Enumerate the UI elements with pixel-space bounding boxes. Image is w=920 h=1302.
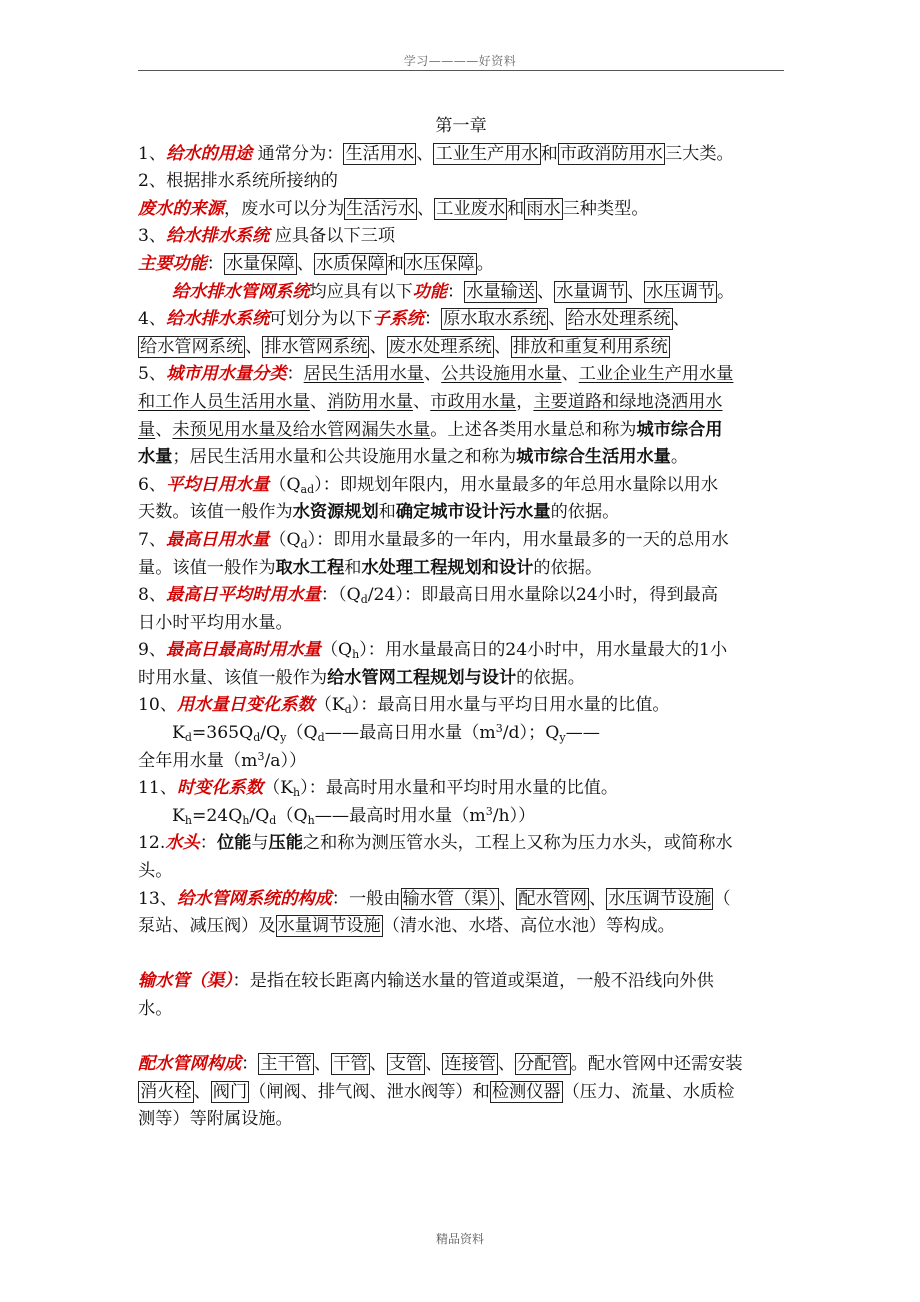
key-term: 给水排水管网系统 — [172, 281, 310, 302]
subscript: h — [293, 786, 301, 800]
text: ： — [206, 253, 224, 274]
key-term: 给水排水系统 — [166, 226, 270, 247]
underlined-term: 量 — [138, 419, 156, 440]
text: 三大类。 — [664, 143, 734, 164]
text: 的依据。 — [533, 557, 603, 578]
text: 的依据。 — [516, 667, 585, 688]
key-term: 水头 — [165, 833, 200, 854]
text: 、 — [155, 419, 173, 440]
boxed-term: 连接管 — [444, 1054, 496, 1075]
text: 泵站、减压阀）及 — [138, 916, 276, 937]
text: 通常分为： — [252, 143, 344, 164]
item-4-line-1 — [138, 306, 784, 334]
superscript: 3 — [257, 749, 265, 763]
formula-text: /d）；Q — [502, 723, 560, 744]
text: ）：用水量最高日的24小时中，用水量最大的1小 — [359, 640, 728, 661]
item-2-line-2 — [138, 196, 784, 224]
formula-text: /h）） — [492, 805, 536, 826]
key-term: 时变化系数 — [177, 778, 264, 799]
text: （K — [314, 695, 345, 716]
item-number: 13、 — [138, 888, 178, 909]
text: ： — [447, 281, 465, 302]
text: 、 — [416, 143, 434, 164]
boxed-term: 水量调节 — [556, 281, 625, 302]
key-term: 最高日用水量 — [166, 529, 270, 550]
text: 和 — [378, 502, 396, 523]
item-8-line-2: 日小时平均用水量。 — [138, 612, 293, 633]
item-number: 11、 — [138, 778, 178, 799]
item-7-line-1 — [138, 527, 784, 555]
text: （Q — [320, 640, 353, 661]
item-7-line-2 — [138, 555, 784, 583]
subscript: h — [307, 813, 315, 827]
text: ： — [423, 309, 442, 330]
underlined-term: 工业企业生产用水量 — [578, 364, 734, 385]
text: ：是指在较长距离内输送水量的管道或渠道，一般不沿线向外供 — [232, 971, 714, 992]
bold-term: 水资源规划 — [292, 502, 379, 523]
text: 可划分为以下 — [269, 309, 373, 330]
item-15-line-1 — [138, 1051, 784, 1079]
boxed-term: 给水管网系统 — [140, 336, 244, 357]
formula-kd — [138, 720, 784, 748]
text: 。 — [670, 447, 689, 468]
subscript: d — [269, 813, 277, 827]
key-term: 给水的用途 — [166, 143, 253, 164]
item-number: 1、 — [138, 143, 167, 164]
item-number: 6、 — [138, 474, 167, 495]
bold-term: 城市综合用 — [636, 419, 723, 440]
formula-text: =24Q — [191, 805, 243, 826]
text: 。配水管网中还需安装 — [570, 1054, 743, 1075]
boxed-term: 阀门 — [212, 1081, 248, 1102]
text: 、 — [548, 309, 566, 330]
text: ）：最高日用水量与平均日用水量的比值。 — [351, 695, 670, 716]
text: ：一般由 — [331, 888, 401, 909]
underlined-term: 公共设施用水量 — [441, 364, 562, 385]
boxed-term: 主干管 — [260, 1054, 312, 1075]
item-15-line-3: 测等）等附属设施。 — [138, 1109, 293, 1130]
formula-text: /Q — [260, 723, 281, 744]
key-term: 子系统 — [372, 309, 424, 330]
boxed-term: 支管 — [388, 1054, 424, 1075]
bold-term: 水量 — [138, 447, 173, 468]
text: 。 — [476, 253, 494, 274]
formula-text: ——最高时用水量（m — [314, 805, 486, 826]
boxed-term: 水压调节设施 — [608, 888, 712, 909]
text: /24）：即最高日用水量除以24小时，得到最高 — [367, 585, 719, 606]
text: ， — [516, 391, 534, 412]
item-3-line-2 — [138, 251, 784, 279]
text: 。上述各类用水量总和称为 — [430, 419, 637, 440]
text: 、 — [589, 888, 607, 909]
item-14-line-2: 水。 — [138, 999, 173, 1019]
chapter-title: 第一章 — [435, 116, 487, 136]
text: ：（Q — [320, 585, 361, 606]
boxed-term: 干管 — [333, 1054, 368, 1075]
text: 、 — [296, 253, 314, 274]
text: 均应具有以下 — [309, 281, 413, 302]
boxed-term: 市政消防用水 — [559, 143, 663, 164]
text: 和 — [386, 253, 404, 274]
item-number: 3、 — [138, 226, 167, 247]
underlined-term: 消防用水量 — [327, 391, 414, 412]
key-term: 最高日最高时用水量 — [166, 640, 321, 661]
boxed-term: 输水管（渠） — [402, 888, 498, 909]
underlined-term: 未预见用水量及给水管网漏失水量 — [172, 419, 431, 440]
item-number: 4、 — [138, 309, 167, 330]
text: 、 — [497, 1054, 516, 1075]
subscript: ad — [300, 482, 315, 496]
item-14-line-1 — [138, 968, 784, 996]
boxed-term: 废水处理系统 — [388, 336, 492, 357]
text: 和 — [507, 198, 525, 219]
subscript: y — [280, 731, 287, 745]
key-term: 配水管网构成 — [138, 1054, 242, 1075]
key-term: 废水的来源 — [138, 198, 224, 219]
item-number: 10、 — [138, 695, 178, 716]
superscript: 3 — [495, 722, 503, 736]
subscript: h — [184, 813, 192, 827]
text: 、 — [417, 198, 435, 219]
boxed-term: 雨水 — [526, 198, 561, 219]
text: 时用水量、该值一般作为 — [138, 667, 328, 688]
text: （闸阀、排气阀、泄水阀等）和 — [249, 1081, 490, 1102]
boxed-term: 消火栓 — [140, 1081, 192, 1102]
document-body — [138, 113, 784, 1134]
text: （Q — [269, 474, 301, 495]
text: 三种类型。 — [562, 198, 649, 219]
text: 和 — [540, 143, 558, 164]
item-3-line-3 — [138, 279, 784, 307]
item-5-line-4 — [138, 444, 784, 472]
key-term: 平均日用水量 — [166, 474, 270, 495]
item-1 — [138, 141, 784, 169]
text: 与 — [251, 833, 269, 854]
key-term: 给水排水系统 — [166, 309, 270, 330]
text: （压力、流量、水质检 — [562, 1081, 735, 1102]
bold-term: 城市综合生活用水量 — [516, 447, 671, 468]
item-number: 9、 — [138, 640, 167, 661]
boxed-term: 水压保障 — [405, 253, 475, 274]
item-13-line-2 — [138, 913, 784, 941]
text: 、 — [493, 336, 512, 357]
text: ： — [241, 1054, 259, 1075]
bold-term: 压能 — [268, 833, 303, 854]
item-11-line-1 — [138, 775, 784, 803]
item-3-line-1 — [138, 223, 784, 251]
text: （ — [713, 888, 731, 909]
boxed-term: 水压调节 — [646, 281, 715, 302]
text: 、 — [309, 391, 328, 412]
subscript: h — [352, 648, 360, 662]
key-term: 输水管（渠） — [138, 971, 233, 992]
subscript: d — [253, 731, 261, 745]
subscript: y — [559, 731, 566, 745]
bold-term: 水处理工程规划和设计 — [361, 557, 534, 578]
item-6-line-1 — [138, 472, 784, 500]
subscript: d — [317, 731, 325, 745]
item-number: 8、 — [138, 585, 167, 606]
text: （K — [263, 778, 294, 799]
boxed-term: 水质保障 — [315, 253, 385, 274]
subscript: d — [344, 703, 352, 717]
underlined-term: 市政用水量 — [430, 391, 517, 412]
subscript: d — [300, 537, 308, 551]
text: 、 — [369, 336, 387, 357]
formula-text: /Q — [249, 805, 270, 826]
formula-text: ——最高日用水量（m — [324, 723, 496, 744]
text: 、 — [245, 336, 263, 357]
key-term: 用水量日变化系数 — [177, 695, 315, 716]
text: 、 — [413, 391, 431, 412]
spacer — [138, 1024, 784, 1052]
text: 、 — [423, 364, 442, 385]
text: 、 — [313, 1054, 332, 1075]
text: ，废水可以分为 — [223, 198, 345, 219]
item-6-line-2 — [138, 499, 784, 527]
header-rule — [138, 70, 784, 71]
underlined-term: 和工作人员生活用水量 — [138, 391, 310, 412]
text: 、 — [626, 281, 645, 302]
item-number: 7、 — [138, 529, 167, 550]
item-12-line-2: 头。 — [138, 861, 173, 882]
text: 、 — [425, 1054, 443, 1075]
text: 、 — [672, 309, 690, 330]
item-10-line-1 — [138, 692, 784, 720]
item-number: 5、 — [138, 364, 167, 385]
item-5-line-1 — [138, 361, 784, 389]
item-9-line-2 — [138, 665, 784, 693]
boxed-term: 排水管网系统 — [264, 336, 368, 357]
bold-term: 取水工程 — [275, 557, 345, 578]
formula-text: =365Q — [191, 723, 254, 744]
key-term: 功能 — [412, 281, 448, 302]
bold-term: 给水管网工程规划与设计 — [327, 667, 517, 688]
formula-text: （Q — [286, 723, 318, 744]
underlined-term: 主要道路和绿地浇洒用水 — [533, 391, 723, 412]
item-13-line-1 — [138, 886, 784, 914]
text: ）：即用水量最多的一年内，用水量最多的一天的总用水 — [307, 529, 729, 550]
item-9-line-1 — [138, 637, 784, 665]
text: 、 — [369, 1054, 387, 1075]
bold-term: 确定城市设计污水量 — [395, 502, 551, 523]
item-2-line-1: 2、根据排水系统所接纳的 — [138, 171, 338, 192]
text: ： — [199, 833, 217, 854]
page-header: 学习————好资料 — [403, 54, 517, 68]
boxed-term: 工业生产用水 — [435, 143, 539, 164]
formula-text: —— — [565, 723, 600, 744]
boxed-term: 分配管 — [517, 1054, 569, 1075]
item-number: 12. — [138, 833, 166, 854]
text: 全年用水量（m — [138, 750, 258, 771]
key-term: 城市用水量分类 — [166, 364, 287, 385]
boxed-term: 生活用水 — [345, 143, 415, 164]
boxed-term: 生活污水 — [346, 198, 416, 219]
subscript: h — [242, 813, 250, 827]
boxed-term: 水量保障 — [225, 253, 295, 274]
boxed-term: 水量输送 — [466, 281, 536, 302]
subscript: d — [360, 593, 368, 607]
boxed-term: 排放和重复利用系统 — [513, 336, 668, 357]
key-term: 主要功能 — [138, 253, 207, 274]
boxed-term: 工业废水 — [436, 198, 506, 219]
bold-term: 位能 — [216, 833, 252, 854]
formula-text: K — [172, 723, 185, 744]
superscript: 3 — [485, 804, 493, 818]
text: 之和称为测压管水头，工程上又称为压力水头，或简称水 — [302, 833, 733, 854]
text: ；居民生活用水量和公共设施用水量之和称为 — [172, 447, 517, 468]
item-10-line-3 — [138, 748, 784, 776]
spacer — [138, 941, 784, 969]
key-term: 最高日平均时用水量 — [166, 585, 321, 606]
text: 应具备以下三项 — [269, 226, 396, 247]
text: 和 — [344, 557, 362, 578]
text: /a）） — [264, 750, 307, 771]
text: ）：最高时用水量和平均时用水量的比值。 — [300, 778, 619, 799]
item-5-line-3 — [138, 417, 784, 445]
boxed-term: 检测仪器 — [491, 1081, 561, 1102]
item-15-line-2 — [138, 1079, 784, 1107]
item-5-line-2 — [138, 389, 784, 417]
text: 、 — [193, 1081, 211, 1102]
underlined-term: 居民生活用水量 — [303, 364, 424, 385]
subscript: d — [184, 731, 192, 745]
item-12-line-1 — [138, 830, 784, 858]
boxed-term: 水量调节设施 — [277, 916, 381, 937]
formula-kh — [138, 803, 784, 831]
boxed-term: 配水管网 — [518, 888, 588, 909]
page-footer: 精品资料 — [435, 1232, 484, 1246]
formula-text: （Q — [276, 805, 308, 826]
item-8-line-1 — [138, 582, 784, 610]
text: 、 — [499, 888, 517, 909]
text: ）：即规划年限内，用水量最多的年总用水量除以用水 — [314, 474, 719, 495]
text: 天数。该值一般作为 — [138, 502, 293, 523]
formula-text: K — [172, 805, 185, 826]
boxed-term: 原水取水系统 — [443, 309, 547, 330]
text: ： — [286, 364, 304, 385]
key-term: 给水管网系统的构成 — [177, 888, 332, 909]
text: 量。该值一般作为 — [138, 557, 276, 578]
boxed-term: 给水处理系统 — [567, 309, 671, 330]
text: 的依据。 — [550, 502, 620, 523]
text: （Q — [269, 529, 301, 550]
text: 。 — [716, 281, 735, 302]
text: （清水池、水塔、高位水池）等构成。 — [382, 916, 675, 937]
item-4-line-2 — [138, 334, 784, 362]
text: 、 — [561, 364, 579, 385]
text: 、 — [537, 281, 555, 302]
